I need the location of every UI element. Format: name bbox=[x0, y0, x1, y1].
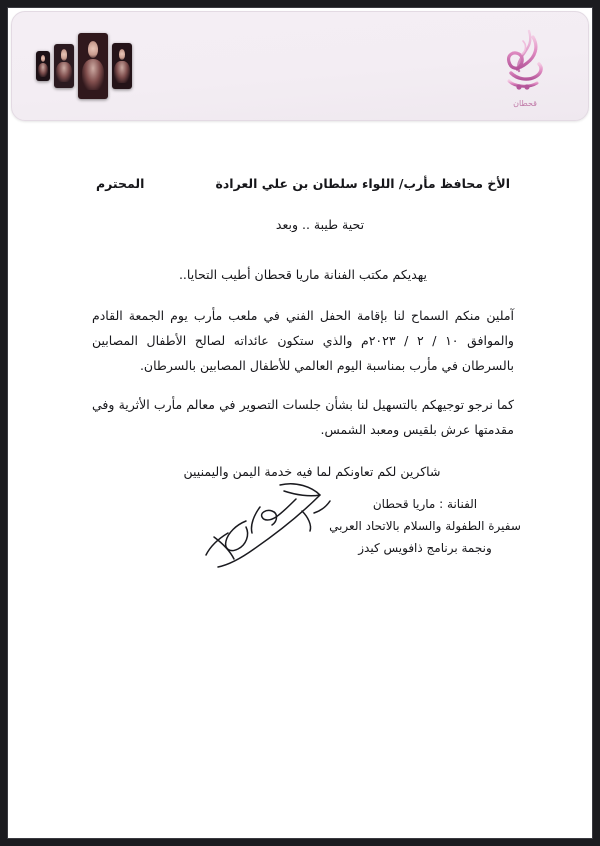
paragraph-2: آملين منكم السماح لنا بإقامة الحفل الفني في ملعب مأرب يوم الجمعة القادم والموافق ١٠ / ٢ / ٢٠٢٣م والذي ستكون عائداته لصالح الأطفال المصابين بالسرطان في مأرب بمناسبة اليوم العالمي للأطفال المصابين بالسرطان. bbox=[92, 308, 514, 373]
honorific-label: المحترم bbox=[96, 176, 145, 191]
portrait-photo-2 bbox=[54, 44, 74, 88]
brand-name-label: قحطان bbox=[513, 98, 537, 108]
brand-logo bbox=[486, 18, 564, 118]
addressee-line: الأخ محافظ مأرب/ اللواء سلطان بن علي العرادة bbox=[215, 176, 510, 191]
letter-paragraphs bbox=[14, 262, 586, 442]
signature-name: الفنانة : ماريا قحطان bbox=[372, 497, 478, 511]
signature-block bbox=[14, 493, 586, 559]
addressee-row bbox=[14, 176, 586, 191]
salutation-line: تحية طيبة .. وبعد bbox=[275, 217, 365, 232]
signature-role: ونجمة برنامج ذافويس كيدز bbox=[358, 541, 492, 555]
portrait-photo-strip bbox=[36, 33, 132, 99]
letter-body bbox=[14, 128, 586, 828]
closing-line: شاكرين لكم تعاونكم لما فيه خدمة اليمن واليمنيين bbox=[183, 464, 441, 479]
calligraphy-logo-icon bbox=[493, 29, 557, 103]
portrait-photo-4 bbox=[112, 43, 132, 89]
signature-title: سفيرة الطفولة والسلام بالاتحاد العربي bbox=[329, 519, 521, 533]
portrait-photo-1 bbox=[36, 51, 50, 81]
paragraph-1: يهديكم مكتب الفنانة ماريا قحطان أطيب التحايا.. bbox=[178, 267, 428, 282]
letterhead-banner bbox=[11, 11, 589, 121]
portrait-photo-3 bbox=[78, 33, 108, 99]
paragraph-3: كما نرجو توجيهكم بالتسهيل لنا بشأن جلسات التصوير في معالم مأرب الأثرية وفي مقدمتها عرش بلقيس ومعبد الشمس. bbox=[92, 397, 514, 437]
